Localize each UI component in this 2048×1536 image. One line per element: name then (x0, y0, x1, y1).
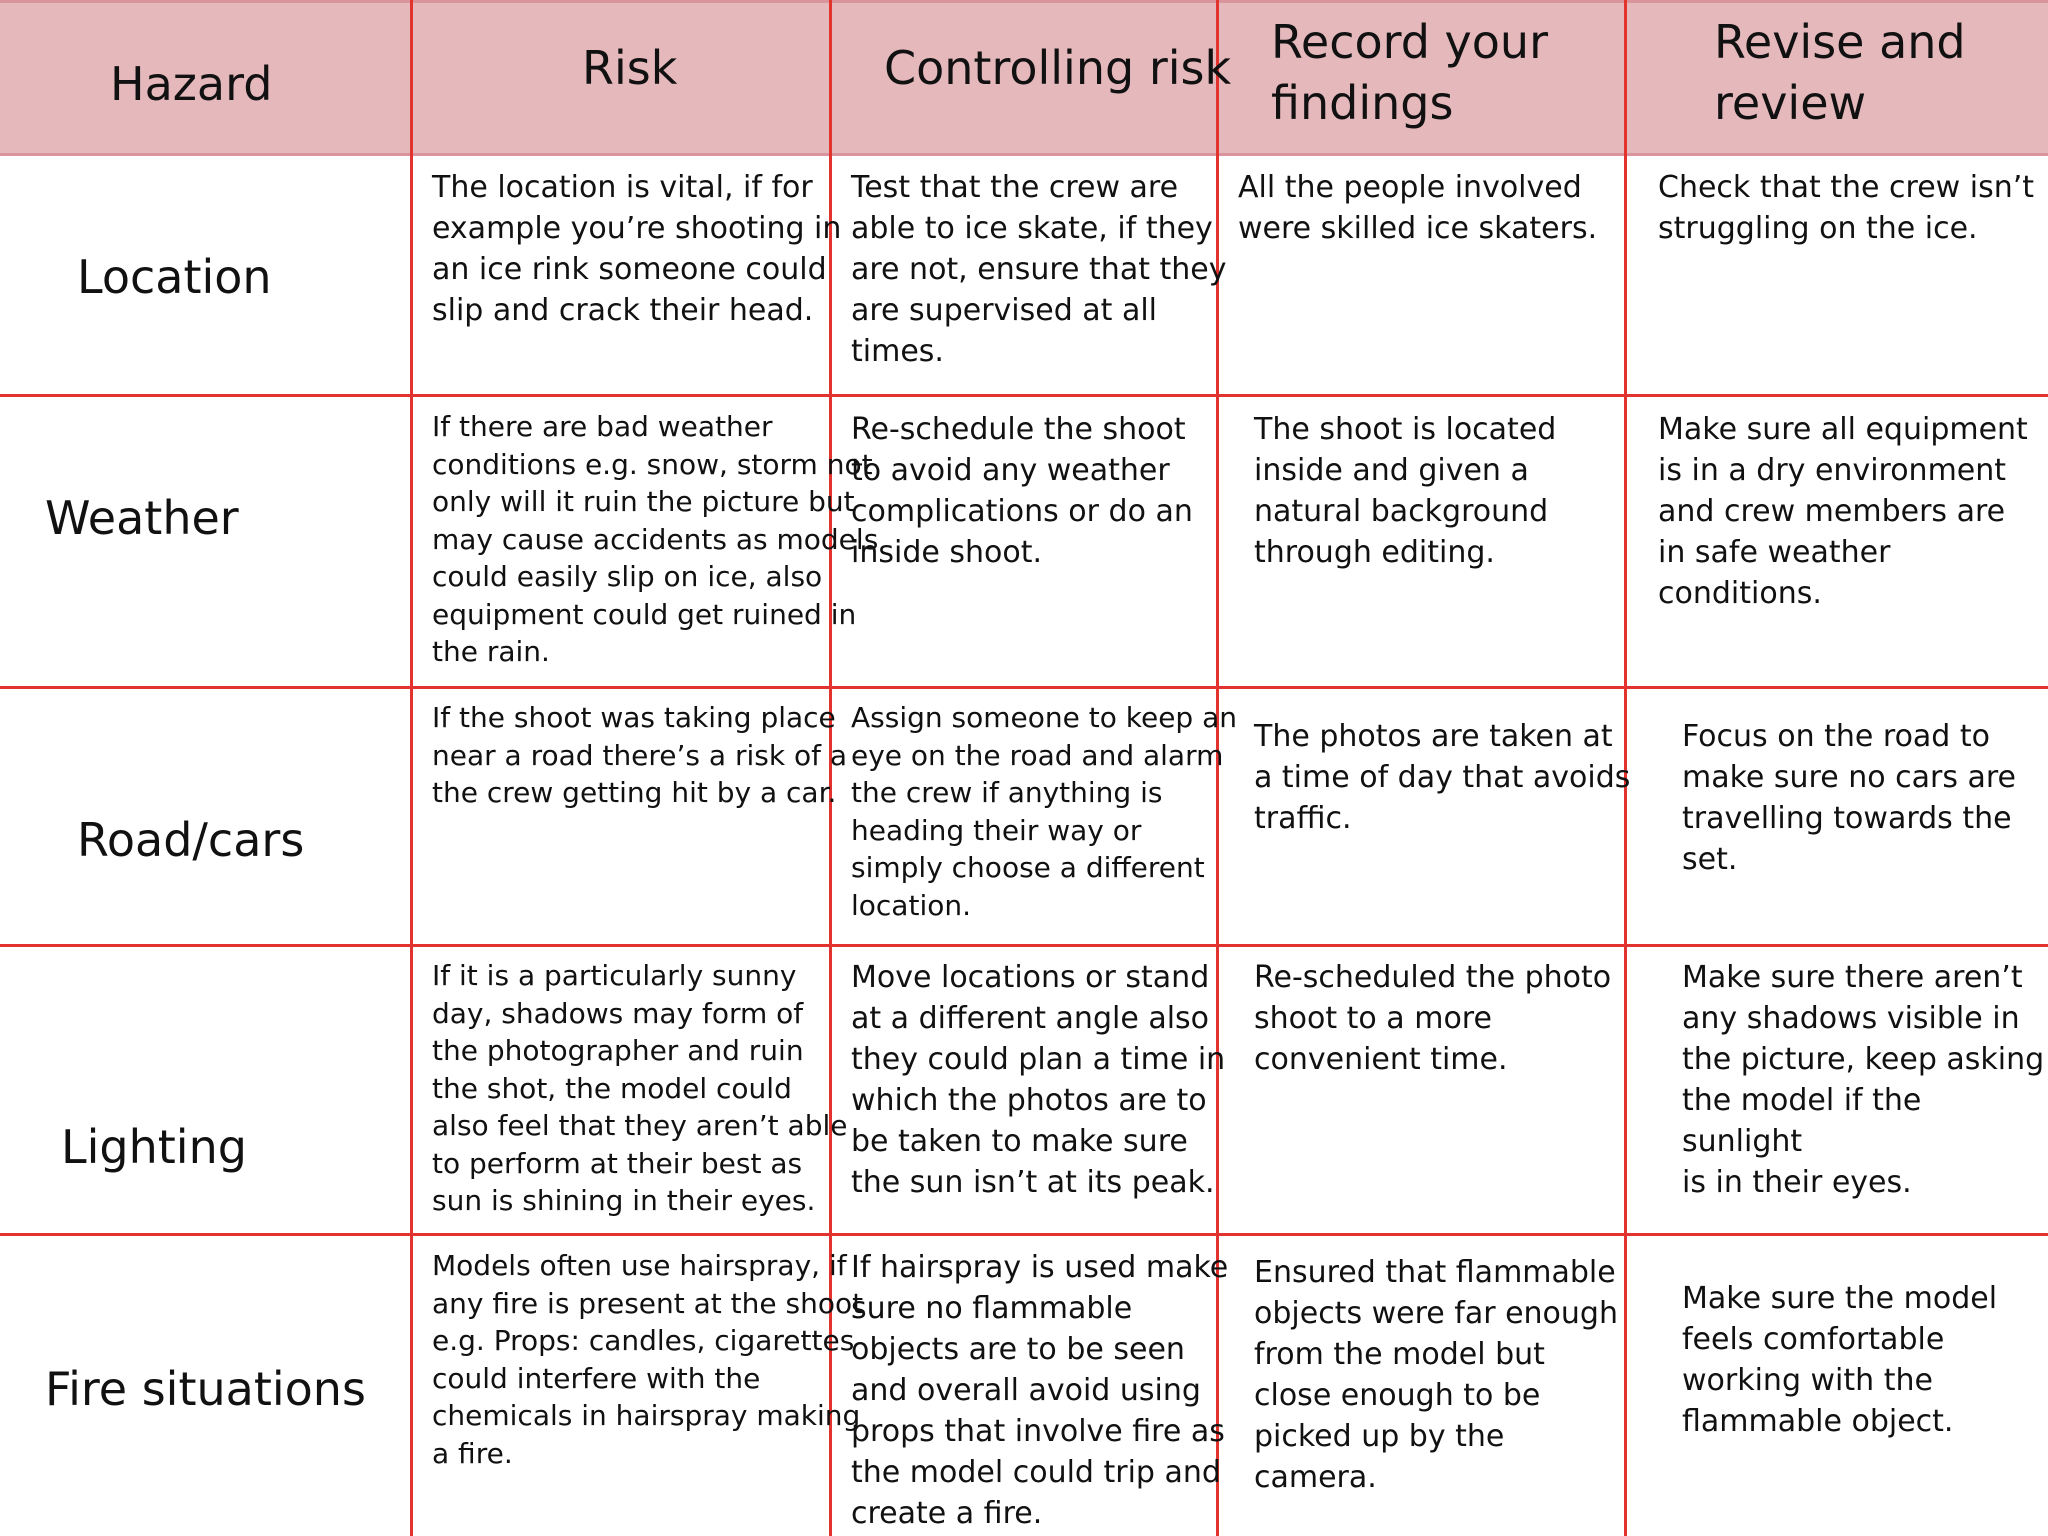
review-cell: Make sure the model feels comfortable working with the flammable object. (1682, 1281, 1998, 1439)
row-divider (0, 394, 2048, 397)
record-cell: The shoot is located inside and given a natural background through editing. (1254, 412, 1557, 570)
review-cell: Check that the crew isn’t struggling on the ice. (1658, 170, 2035, 246)
risk-cell: If it is a particularly sunny day, shadows may form of the photographer and ruin the shot, the model could also feel that they aren’t able to perform at their best as sun is shining in their eyes. (432, 959, 848, 1217)
control-cell: Test that the crew are able to ice skate, if they are not, ensure that they are supervised at all times. (851, 170, 1227, 369)
hazard-label: Fire situations (45, 1362, 366, 1416)
hazard-label: Lighting (61, 1120, 247, 1174)
header-record-findings: Record your findings (1271, 15, 1548, 130)
risk-cell: The location is vital, if for example you’re shooting in an ice rink someone could slip and crack their head. (432, 170, 842, 328)
review-cell: Focus on the road to make sure no cars are travelling towards the set. (1682, 719, 2017, 877)
control-cell: Move locations or stand at a different angle also they could plan a time in which the photos are to be taken to make sure the sun isn’t at its peak. (851, 960, 1226, 1200)
row-divider (0, 686, 2048, 689)
hazard-label: Location (77, 250, 272, 304)
row-divider (0, 1233, 2048, 1236)
row-divider (0, 944, 2048, 947)
review-cell: Make sure all equipment is in a dry environment and crew members are in safe weather conditions. (1658, 412, 2028, 611)
review-cell: Make sure there aren’t any shadows visible in the picture, keep asking the model if the sunlight is in their eyes. (1682, 960, 2045, 1200)
header-controlling-risk: Controlling risk (884, 41, 1232, 95)
record-cell: The photos are taken at a time of day that avoids traffic. (1254, 719, 1631, 836)
header-hazard: Hazard (110, 57, 273, 111)
record-cell: Re-scheduled the photo shoot to a more convenient time. (1254, 960, 1612, 1077)
record-cell: All the people involved were skilled ice skaters. (1238, 170, 1598, 246)
control-cell: If hairspray is used make sure no flammable objects are to be seen and overall avoid using props that involve fire as the model could trip and create a fire. (851, 1250, 1229, 1531)
risk-cell: If there are bad weather conditions e.g. snow, storm not only will it ruin the picture but may cause accidents as models could easily slip on ice, also equipment could get ruined in the rain. (432, 410, 879, 668)
header-revise-review: Revise and review (1714, 15, 1966, 130)
column-divider (410, 0, 413, 1536)
control-cell: Assign someone to keep an eye on the road and alarm the crew if anything is heading their way or simply choose a different location. (851, 701, 1238, 922)
control-cell: Re-schedule the shoot to avoid any weather complications or do an inside shoot. (851, 412, 1193, 570)
header-risk: Risk (582, 41, 678, 95)
risk-cell: Models often use hairspray, if any fire is present at the shoot e.g. Props: candles, cigarettes could interfere with the chemicals in hairspray making a fire. (432, 1249, 864, 1470)
hazard-label: Weather (45, 491, 239, 545)
hazard-label: Road/cars (77, 813, 305, 867)
record-cell: Ensured that flammable objects were far enough from the model but close enough to be picked up by the camera. (1254, 1255, 1618, 1495)
risk-cell: If the shoot was taking place near a road there’s a risk of a the crew getting hit by a car. (432, 701, 848, 809)
